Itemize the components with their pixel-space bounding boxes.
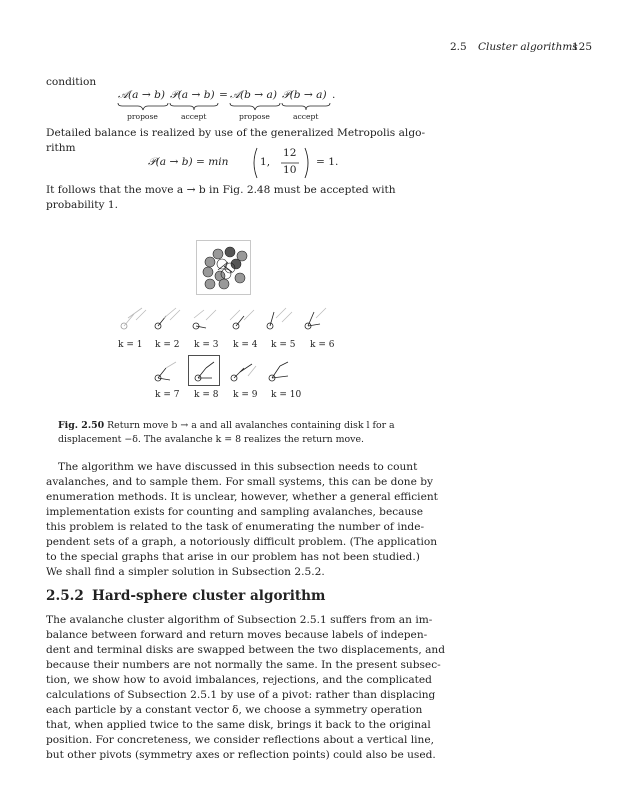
text-sec-line10: but other pivots (symmetry axes or reflection points) could also be used. [46, 749, 436, 761]
figure-configuration [196, 240, 252, 296]
text-sec-line9: position. For concreteness, we consider reflections about a vertical line, [46, 734, 434, 746]
eq2-denominator: 10 [283, 164, 297, 176]
avalanche-k7 [155, 362, 176, 381]
text-sec-line6: calculations of Subsection 2.5.1 by use of a pivot: rather than displacing [46, 689, 436, 701]
figure-caption-text1: Return move b → a and all avalanches containing disk l for a [107, 420, 395, 431]
header-section-number: 2.5 [450, 41, 467, 53]
eq2-one: 1, [260, 156, 271, 168]
underbrace-propose-2 [230, 103, 280, 110]
equation-detailed-balance [110, 88, 350, 124]
figure-caption-line2: displacement −δ. The avalanche k = 8 realizes the return move. [58, 434, 364, 445]
eq-period: . [332, 89, 336, 101]
underbrace-accept-1 [170, 103, 218, 110]
underbrace-propose-1 [118, 103, 168, 110]
k-label-10: k = 10 [271, 390, 302, 400]
figure-avalanches-row1 [108, 298, 348, 340]
avalanche-k10 [269, 362, 288, 381]
header-title: Cluster algorithms [478, 41, 578, 53]
text-sec-line7: each particle by a constant vector δ, we choose a symmetry operation [46, 704, 423, 716]
text-sec-line8: that, when applied twice to the same disk, brings it back to the original [46, 719, 431, 731]
k-label-9: k = 9 [233, 390, 258, 400]
text-alg-line6: pendent sets of a graph, a notoriously difficult problem. (The application [46, 536, 438, 548]
k-label-5: k = 5 [271, 340, 296, 350]
k-label-2: k = 2 [155, 340, 180, 350]
figure-caption-line1 [58, 419, 395, 433]
eq-equals: = [219, 89, 228, 101]
eq2-rhs: = 1. [316, 156, 339, 168]
text-alg-line4: implementation exists for counting and sampling avalanches, because [46, 506, 424, 518]
eq-a-ab: 𝒜(a → b) [118, 89, 165, 101]
label-propose-2: propose [239, 112, 270, 121]
underbrace-accept-2 [282, 103, 330, 110]
text-follows-line1: It follows that the move a → b in Fig. 2.48 must be accepted with [46, 184, 396, 196]
underbraces [110, 102, 350, 112]
avalanche-k3 [193, 310, 216, 329]
label-propose-1: propose [127, 112, 158, 121]
label-accept-2: accept [293, 112, 319, 121]
k-label-8: k = 8 [194, 390, 219, 400]
eq2-lhs: 𝒫(a → b) = min [148, 156, 229, 168]
k-label-4: k = 4 [233, 340, 258, 350]
k-label-6: k = 6 [310, 340, 335, 350]
text-alg-line7: to the special graphs that arise in our problem has not been studied.) [46, 551, 420, 563]
text-detailed-line1: Detailed balance is realized by use of the generalized Metropolis algo- [46, 127, 426, 139]
text-sec-line1: The avalanche cluster algorithm of Subsection 2.5.1 suffers from an im- [46, 614, 433, 626]
avalanche-k4 [230, 310, 254, 329]
avalanche-k5 [267, 308, 292, 329]
text-alg-line8: We shall find a simpler solution in Subsection 2.5.2. [46, 566, 325, 578]
section-number: 2.5.2 [46, 588, 84, 604]
figure-caption-label: Fig. 2.50 [58, 420, 105, 431]
text-alg-line5: this problem is related to the task of enumerating the number of inde- [46, 521, 425, 533]
text-sec-line4: because their numbers are not normally the same. In the present subsec- [46, 659, 441, 671]
avalanche-k2 [155, 308, 180, 329]
text-condition: condition [46, 76, 97, 88]
eq2-numerator: 12 [283, 147, 297, 159]
eq-p-ba: 𝒫(b → a) [282, 89, 327, 101]
k-label-7: k = 7 [155, 390, 180, 400]
figure-avalanches-row2 [148, 354, 308, 388]
eq-a-ba: 𝒜(b → a) [230, 89, 277, 101]
text-sec-line3: dent and terminal disks are swapped between the two displacements, and [46, 644, 446, 656]
k-label-3: k = 3 [194, 340, 219, 350]
text-alg-line2: avalanches, and to sample them. For small systems, this can be done by [46, 476, 434, 488]
text-sec-line5: tion, we show how to avoid imbalances, rejections, and the complicated [46, 674, 432, 686]
header-page-number: 125 [572, 41, 593, 53]
text-sec-line2: balance between forward and return moves because labels of indepen- [46, 629, 428, 641]
section-title: Hard-sphere cluster algorithm [92, 588, 326, 604]
equation-metropolis [148, 147, 348, 179]
avalanche-k6 [305, 308, 326, 329]
avalanche-k1 [121, 308, 146, 329]
avalanche-k9 [231, 364, 256, 381]
eq-p-ab: 𝒫(a → b) [170, 89, 215, 101]
label-accept-1: accept [181, 112, 207, 121]
avalanche-k8 [195, 362, 214, 381]
k-label-1: k = 1 [118, 340, 143, 350]
text-alg-line3: enumeration methods. It is unclear, however, whether a general efficient [46, 491, 438, 503]
text-detailed-line2: rithm [46, 142, 76, 154]
text-alg-line1: The algorithm we have discussed in this subsection needs to count [58, 461, 418, 473]
text-follows-line2: probability 1. [46, 199, 118, 211]
